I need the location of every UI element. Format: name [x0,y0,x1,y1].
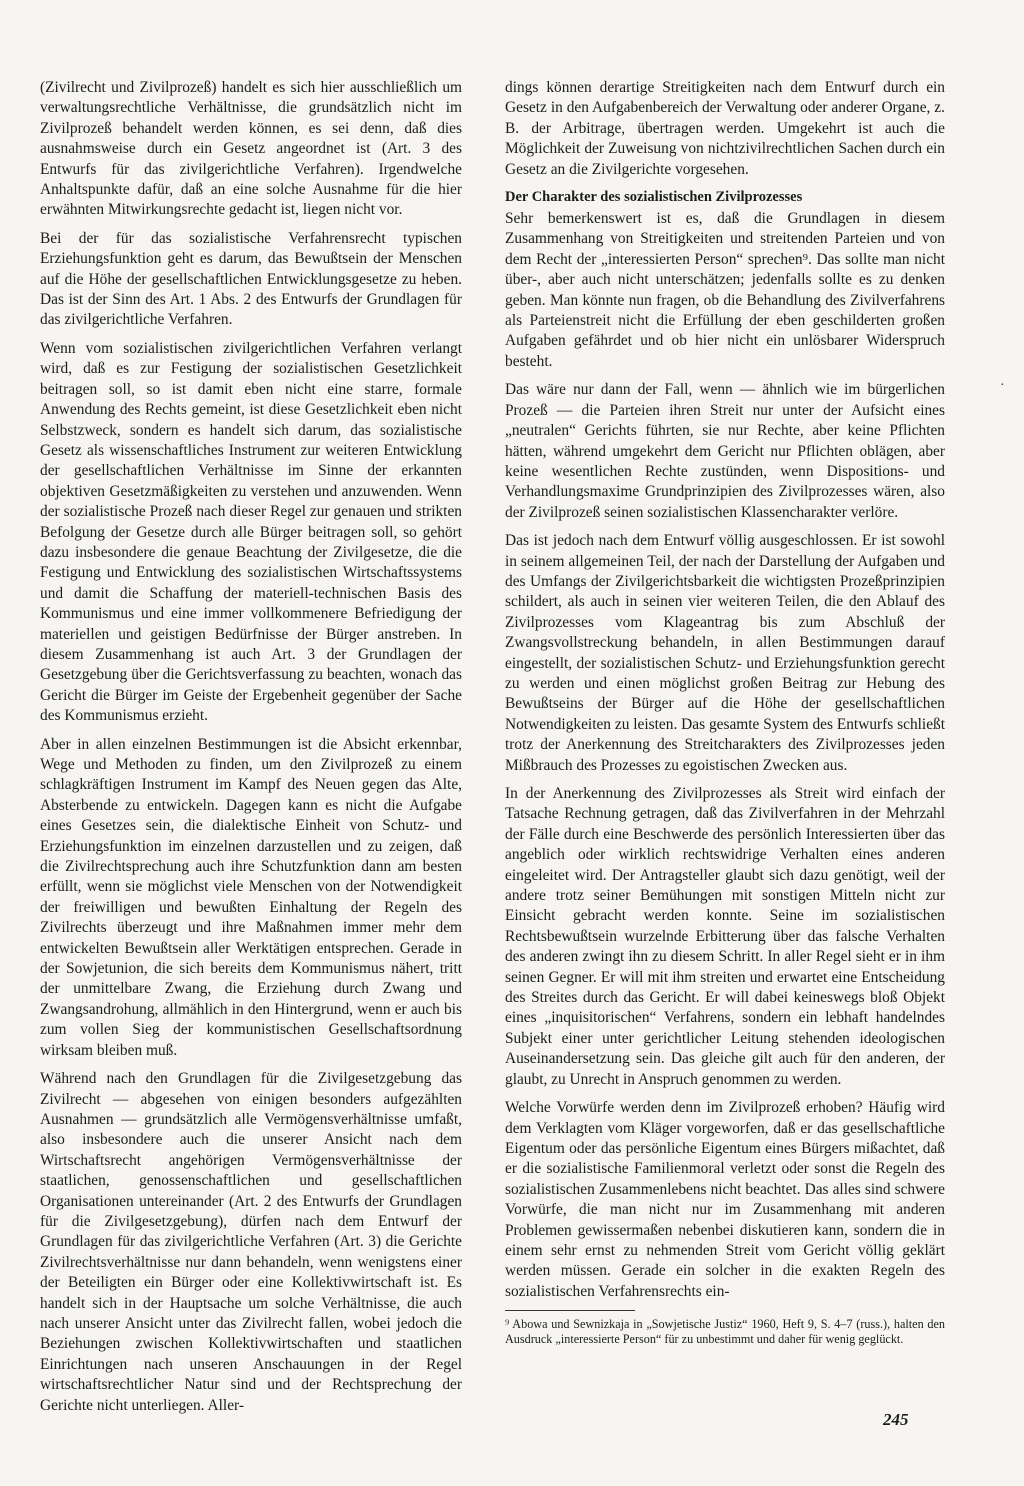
right-column [505,78,945,1348]
right-paragraph-2: Das wäre nur dann der Fall, wenn — ähnlich wie im bürgerlichen Prozeß — die Parteien ihren Streit nur unter der Aufsicht eines „neutralen“ Gerichts führten, sie nur Rechte, aber keine Pflichten hätten, während umgekehrt dem Gericht nur Pflichten oblägen, aber keine wesentlichen Rechte zustünden, wenn Dispositions- und Verhandlungsmaxime Grundprinzipien des Zivilprozesses wären, also der Zivilprozeß seinen sozialistischen Klassencharakter verlöre. [505,381,945,521]
section-heading: Der Charakter des sozialistischen Zivilprozesses [505,189,803,206]
right-paragraph-1: Sehr bemerkenswert ist es, daß die Grundlagen in diesem Zusammenhang von Streitigkeiten und streitenden Parteien und von dem Recht der „interessierten Person“ sprechen⁹. Das sollte man nicht über-, aber auch nicht unterschätzen; jedenfalls sollte es zu denken geben. Man könnte nun fragen, ob die Behandlung des Zivilverfahrens als Parteienstreit nicht die Erfüllung der eben geschilderten großen Aufgaben gefährdet und ob hier nicht ein unlösbarer Widerspruch besteht. [505,210,945,370]
right-paragraph-5: Welche Vorwürfe werden denn im Zivilprozeß erhoben? Häufig wird dem Verklagten vom Kläger vorgeworfen, daß er das gesellschaftliche Eigentum oder das persönliche Eigentum eines Bürgers mißachtet, daß er die sozialistische Familienmoral verletzt oder sonst die Regeln des sozialistischen Zusammenlebens nicht beachtet. Das alles sind schwere Vorwürfe, die man nicht nur im Zusammenhang mit anderen Problemen gewissermaßen nebenbei diskutieren kann, sondern die in einem sehr ernst zu nehmenden Streit vom Gericht völlig geklärt werden müssen. Gerade ein solcher in die exakten Regeln des sozialistischen Verfahrensrechts ein- [505,1099,945,1300]
left-paragraph-4: Aber in allen einzelnen Bestimmungen ist die Absicht erkennbar, Wege und Methoden zu finden, um den Zivilprozeß zu einem schlagkräftigen Instrument im Kampf des Neuen gegen das Alte, Absterbende zu entwickeln. Dagegen kann es nicht die Aufgabe eines Gesetzes sein, die dialektische Einheit von Schutz- und Erziehungsfunktion im einzelnen darzustellen und zu zeigen, daß die Zivilrechtsprechung auch ihre Schutzfunktion dann am besten erfüllt, wenn sie möglichst viele Menschen von der Notwendigkeit der freiwilligen und bewußten Einhaltung der Regeln des Zivilrechts überzeugt und ihre Maßnahmen immer mehr dem entwickelten Bewußtsein aller Werktätigen entsprechen. Gerade in der Sowjetunion, die sich bereits dem Kommunismus nähert, tritt der unmittelbare Zwang, die Erziehung durch Zwang und Zwangsandrohung, allmählich in den Hintergrund, wenn er auch bis zum vollen Sieg der kommunistischen Gesellschaftsordnung wirksam bleiben muß. [40,735,462,1059]
right-paragraph-3: Das ist jedoch nach dem Entwurf völlig ausgeschlossen. Er ist sowohl in seinem allgemeinen Teil, der nach der Darstellung der Aufgaben und des Umfangs der Zivilgerichtsbarkeit die wichtigsten Prozeßprinzipien schildert, als auch in seinen vier weiteren Teilen, die den Ablauf des Zivilprozesses vom Klageantrag bis zum Abschluß der Zwangsvollstreckung behandeln, in allen Bestimmungen darauf eingestellt, der sozialistischen Schutz- und Erziehungsfunktion gerecht zu werden und einen möglichst großen Beitrag zur Hebung des Bewußtseins der Bürger auf die Höhe der gesellschaftlichen Notwendigkeiten zu leisten. Das gesamte System des Entwurfs schließt trotz der Anerkennung des Streitcharakters des Zivilprozesses jeden Mißbrauch des Prozesses zu egoistischen Zwecken aus. [505,532,945,774]
left-paragraph-1: (Zivilrecht und Zivilprozeß) handelt es sich hier ausschließlich um verwaltungsrechtliche Verhältnisse, die grundsätzlich nicht im Zivilprozeß behandelt werden können, es sei denn, daß dies ausnahmsweise durch ein Gesetz angeordnet ist (Art. 3 des Entwurfs für das zivilgerichtliche Verfahren). Irgendwelche Anhaltspunkte dafür, daß an eine solche Ausnahme für die hier erwähnten Mitwirkungsrechte gedacht ist, liegen nicht vor. [40,79,462,219]
left-column [40,78,462,1424]
page-number: 245 [883,1410,909,1429]
left-paragraph-5: Während nach den Grundlagen für die Zivilgesetzgebung das Zivilrecht — abgesehen von einigen besonders aufgezählten Ausnahmen — grundsätzlich alle Vermögensverhältnisse umfaßt, also insbesondere auch die unserer Ansicht nach dem Wirtschaftsrecht angehörigen Vermögensverhältnisse der staatlichen, genossenschaftlichen und gesellschaftlichen Organisationen untereinander (Art. 2 des Entwurfs der Grundlagen für die Zivilgesetzgebung), dürfen nach dem Entwurf der Grundlagen für das zivilgerichtliche Verfahren (Art. 3) die Gerichte Zivilrechtsverhältnisse nur dann behandeln, wenn wenigstens einer der Beteiligten ein Bürger oder eine Kollektivwirtschaft ist. Es handelt sich in der Hauptsache um solche Verhältnisse, die auch nach unserer Ansicht unter das Zivilrecht fallen, wobei jedoch die Beziehungen zwischen Kollektivwirtschaften und staatlichen Einrichtungen nach unseren Anschauungen in der Regel wirtschaftsrechtlicher Natur sind und der Rechtsprechung der Gerichte nicht unterliegen. Aller- [40,1070,462,1414]
footnote-divider [505,1310,635,1311]
left-paragraph-3: Wenn vom sozialistischen zivilgerichtlichen Verfahren verlangt wird, daß es zur Festigung der sozialistischen Gesetzlichkeit beitragen soll, so ist damit eben nicht eine starre, formale Anwendung des Rechts gemeint, ist diese Gesetzlichkeit eben nicht Selbstzweck, sondern es handelt sich darum, das sozialistische Gesetz als wissenschaftliches Instrument zur weiteren Entwicklung der gesellschaftlichen Verhältnisse im Sinne der erkannten objektiven Gesetzmäßigkeiten zu verstehen und anzuwenden. Wenn der sozialistische Prozeß nach dieser Regel zur genauen und strikten Befolgung der Gesetze durch alle Bürger beitragen soll, so gehört dazu insbesondere die genaue Beachtung der Zivilgesetze, die die Festigung und Entwicklung des sozialistischen Wirtschaftssystems und damit die Schaffung der materiell-technischen Basis des Kommunismus und eine immer vollkommenere Befriedigung der materiellen und geistigen Bedürfnisse der Bürger anstreben. In diesem Zusammenhang ist auch Art. 3 der Grundlagen der Gesetzgebung über die Gerichtsverfassung zu beachten, wonach das Gericht die Bürger im Geiste der Ergebenheit gegenüber der Sache des Kommunismus erzieht. [40,339,462,725]
right-paragraph-4: In der Anerkennung des Zivilprozesses als Streit wird einfach der Tatsache Rechnung getragen, daß das Zivilverfahren in der Mehrzahl der Fälle durch eine Beschwerde des persönlich Interessierten über das angeblich oder wirklich rechtswidrige Verhalten eines anderen eingeleitet wird. Der Antragsteller glaubt sich dazu genötigt, weil der andere trotz seiner Bemühungen mit sonstigen Mitteln nicht zur Einsicht gebracht werden konnte. Seine im sozialistischen Rechtsbewußtsein wurzelnde Erbitterung über das falsche Verhalten des anderen zwingt ihn zu diesem Schritt. In aller Regel sieht er in ihm seinen Gegner. Er will mit ihm streiten und erwartet eine Entscheidung des Streites durch das Gericht. Er will dabei keineswegs bloß Objekt eines „inquisitorischen“ Verfahrens, sondern ein lebhaft handelndes Subjekt einer unter gerichtlicher Leitung stehenden ideologischen Auseinandersetzung sein. Das gleiche gilt auch für den anderen, der glaubt, zu Unrecht in Anspruch genommen zu werden. [505,785,945,1088]
right-intro-paragraph: dings können derartige Streitigkeiten nach dem Entwurf durch ein Gesetz in den Aufgabenbereich der Verwaltung oder anderer Organe, z. B. der Arbitrage, übertragen werden. Umgekehrt ist auch die Möglichkeit der Zuweisung von nichtzivilrechtlichen Sachen durch ein Gesetz an die Zivilgerichte vorgesehen. [505,79,945,178]
margin-mark: · [1000,378,1005,393]
left-paragraph-2: Bei der für das sozialistische Verfahrensrecht typischen Erziehungsfunktion geht es darum, das Bewußtsein der Menschen auf die Höhe der gesellschaftlichen Entwicklungsgesetze zu heben. Das ist der Sinn des Art. 1 Abs. 2 des Entwurfs der Grundlagen für das zivilgerichtliche Verfahren. [40,229,462,329]
footnote: ⁹ Abowa und Sewnizkaja in „Sowjetische Justiz“ 1960, Heft 9, S. 4–7 (russ.), halten den Ausdruck „interessierte Person“ für zu unbestimmt und daher für wenig geglückt. [505,1317,945,1347]
